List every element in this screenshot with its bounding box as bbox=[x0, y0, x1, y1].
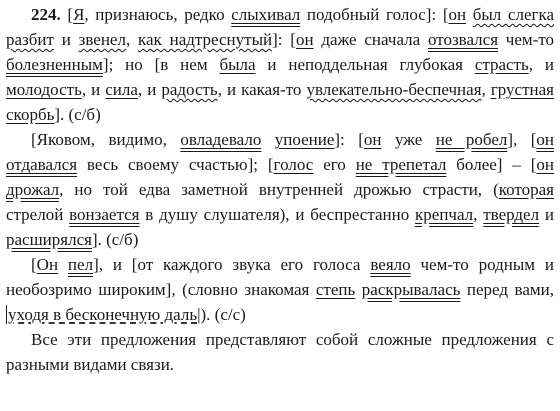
text: слыхивал bbox=[231, 5, 301, 24]
text: весь своему счастью]; [ bbox=[77, 155, 274, 174]
text: перед вами, bbox=[460, 280, 554, 299]
text: был слегка разбит bbox=[6, 5, 555, 49]
text: не трепетал bbox=[355, 155, 447, 174]
text: была bbox=[219, 55, 256, 74]
text: уже bbox=[381, 130, 436, 149]
text: , и bbox=[528, 55, 554, 74]
text: и bbox=[53, 30, 79, 49]
text: он bbox=[363, 130, 382, 149]
text bbox=[261, 130, 274, 149]
text: , признаюсь, редко bbox=[84, 5, 232, 24]
text: Я bbox=[73, 5, 85, 24]
text: сила bbox=[105, 80, 138, 99]
text: степь bbox=[315, 280, 356, 299]
text: Все эти предложения представляют собой сложные предложения с разными видами связи. bbox=[6, 330, 554, 374]
text: твердел bbox=[483, 205, 540, 224]
text: чем-то bbox=[498, 30, 555, 49]
paragraph-224 bbox=[6, 2, 554, 127]
text: в душу слушателя), и беспрестанно bbox=[139, 205, 416, 224]
text: , bbox=[125, 30, 138, 49]
text: отозвался bbox=[427, 30, 499, 49]
text: он отдавался bbox=[6, 130, 555, 174]
text: ], [ bbox=[507, 130, 537, 149]
text: ]; но [в нем bbox=[102, 55, 220, 74]
text: ], и [от каждого звука его голоса bbox=[93, 255, 371, 274]
text: пел bbox=[67, 255, 94, 274]
text: , и bbox=[137, 80, 162, 99]
text: дрожал bbox=[6, 180, 60, 199]
text: и неподдельная глубокая bbox=[255, 55, 475, 74]
text: , bbox=[481, 80, 491, 99]
text: Он bbox=[36, 255, 59, 274]
text: чем-то родным и необозримо широким], (словно знакомая bbox=[6, 255, 555, 299]
text: он bbox=[536, 155, 554, 174]
text: грустная скорбь bbox=[6, 80, 554, 124]
text: овладевало bbox=[180, 130, 262, 149]
text: крепчал bbox=[415, 205, 474, 224]
text: звенел bbox=[78, 30, 126, 49]
text: вонзается bbox=[69, 205, 140, 224]
text: , и bbox=[81, 80, 106, 99]
text: голос bbox=[273, 155, 314, 174]
text bbox=[466, 5, 473, 24]
text: ]. (с/б) bbox=[54, 105, 101, 124]
text: ]. (с/б) bbox=[91, 230, 139, 249]
text: молодость bbox=[6, 80, 82, 99]
adverbial-participle-phrase: уходя в бесконечную даль bbox=[8, 305, 198, 324]
text: даже сначала bbox=[313, 30, 428, 49]
text: и bbox=[539, 205, 554, 224]
text: его bbox=[313, 155, 356, 174]
text: ]: [ bbox=[272, 30, 296, 49]
text: более] – [ bbox=[446, 155, 537, 174]
text: веяло bbox=[370, 255, 411, 274]
exercise-number: 224. bbox=[31, 5, 61, 24]
text: которая bbox=[498, 180, 554, 199]
text: , bbox=[473, 205, 484, 224]
text: он bbox=[448, 5, 467, 24]
text: расширялся bbox=[6, 230, 92, 249]
text: |). (с/с) bbox=[197, 305, 246, 324]
text: ]: [ bbox=[334, 130, 364, 149]
text: подобный голос]: [ bbox=[300, 5, 449, 24]
text: , но той едва заметной внутренней дрожью страсти, ( bbox=[59, 180, 499, 199]
text: он bbox=[295, 30, 314, 49]
paragraph-4 bbox=[6, 327, 554, 377]
text: как надтреснутый bbox=[138, 30, 273, 49]
text: упоение bbox=[274, 130, 335, 149]
paragraph-3 bbox=[6, 252, 554, 327]
text: увлекательно-беспечная bbox=[306, 80, 482, 99]
paragraph-2 bbox=[6, 127, 554, 252]
text: радость bbox=[161, 80, 218, 99]
text: раскрывалась bbox=[361, 280, 461, 299]
text: не робел bbox=[435, 130, 508, 149]
text: болезненным bbox=[6, 55, 103, 74]
text bbox=[58, 255, 68, 274]
text: , и какая-то bbox=[217, 80, 307, 99]
text: стрелой bbox=[6, 205, 70, 224]
text: [Яковом, видимо, bbox=[31, 130, 181, 149]
text: страсть bbox=[474, 55, 529, 74]
text: [ bbox=[31, 255, 37, 274]
text: [ bbox=[67, 5, 74, 24]
